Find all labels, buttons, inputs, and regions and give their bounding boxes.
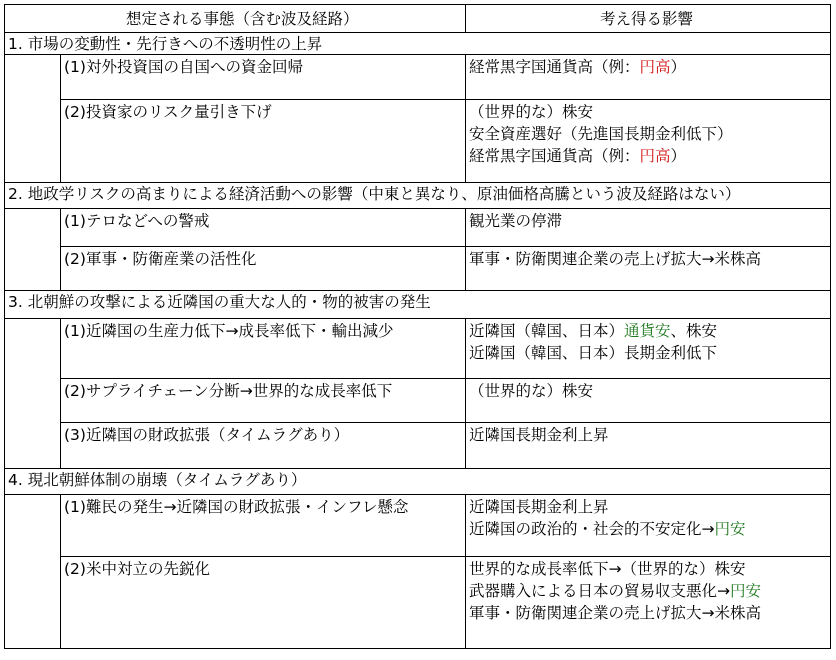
impact-line	[469, 146, 686, 166]
section-title: 4. 現北朝鮮体制の崩壊（タイムラグあり）	[8, 471, 307, 489]
impact-text: 安全資産選好（先進国長期金利低下）	[469, 125, 733, 143]
event-text: (2)米中対立の先鋭化	[64, 560, 210, 578]
row-divider	[465, 318, 466, 379]
impact-text: 軍事・防衛関連企業の売上げ拡大→米株高	[469, 250, 761, 268]
impact-text: 近隣国（韓国、日本）長期金利低下	[469, 344, 718, 362]
event-text: (1)対外投資国の自国への資金回帰	[64, 58, 303, 76]
row-bottom-border	[4, 648, 831, 649]
impact-line	[469, 102, 593, 122]
row-left-border	[60, 494, 61, 557]
impact-line	[469, 57, 686, 77]
impact-text: （世界的な）株安	[469, 382, 594, 400]
impact-text: 観光業の停滞	[469, 212, 563, 230]
row-divider	[465, 99, 466, 183]
row-left-border	[60, 318, 61, 379]
impact-text: 近隣国の政治的・社会的不安定化→	[469, 520, 715, 538]
impact-line	[469, 381, 593, 401]
row-bottom-border	[60, 246, 831, 247]
impact-text: 経常黒字国通貨高（例：	[469, 58, 640, 76]
table-right-border	[830, 4, 831, 649]
row-bottom-border	[60, 422, 831, 423]
impact-line	[469, 497, 609, 517]
event-text: (2)サプライチェーン分断→世界的な成長率低下	[64, 382, 393, 400]
impact-line	[469, 211, 562, 231]
highlight-text: 通貨安	[624, 322, 671, 340]
row-left-border	[60, 378, 61, 423]
impact-text: 近隣国（韓国、日本）	[469, 322, 625, 340]
header-bottom-border	[4, 32, 831, 33]
header-divider	[465, 4, 466, 33]
row-bottom-border	[4, 290, 831, 291]
row-divider	[465, 54, 466, 100]
section-title: 2. 地政学リスクの高まりによる経済活動への影響（中東と異なり、原油価格高騰という波及経路はない）	[8, 185, 741, 203]
section-title-bottom	[4, 208, 831, 209]
impact-text: 近隣国長期金利上昇	[469, 498, 609, 516]
impact-text: 世界的な成長率低下→（世界的な）株安	[469, 560, 746, 578]
impact-line	[469, 425, 609, 445]
row-left-border	[60, 246, 61, 291]
row-bottom-border	[4, 468, 831, 469]
row-bottom-border	[60, 99, 831, 100]
row-left-border	[60, 54, 61, 100]
impact-line	[469, 321, 717, 341]
event-text: (1)難民の発生→近隣国の財政拡張・インフレ懸念	[64, 498, 409, 516]
event-text: (3)近隣国の財政拡張（タイムラグあり）	[64, 426, 350, 444]
impact-text: 軍事・防衛関連企業の売上げ拡大→米株高	[469, 604, 761, 622]
row-bottom-border	[4, 182, 831, 183]
event-text: (2)投資家のリスク量引き下げ	[64, 103, 272, 121]
section-title-bottom	[4, 494, 831, 495]
impact-text: ）	[670, 147, 687, 165]
header-situation: 想定される事態（含む波及経路）	[126, 10, 359, 28]
impact-text: 経常黒字国通貨高（例：	[469, 147, 640, 165]
impact-line	[469, 581, 761, 601]
impact-line	[469, 249, 761, 269]
impact-line	[469, 519, 746, 539]
impact-line	[469, 603, 761, 623]
table-top-border	[4, 4, 831, 5]
row-divider	[465, 494, 466, 557]
row-left-border	[60, 99, 61, 183]
row-left-border	[60, 208, 61, 247]
event-text: (1)近隣国の生産力低下→成長率低下・輸出減少	[64, 322, 394, 340]
row-divider	[465, 422, 466, 469]
impact-text: （世界的な）株安	[469, 103, 594, 121]
section-title-bottom	[4, 318, 831, 319]
highlight-text: 円高	[639, 147, 671, 165]
impact-text: 、株安	[670, 322, 718, 340]
header-impact: 考え得る影響	[600, 10, 694, 28]
impact-text: 近隣国長期金利上昇	[469, 426, 609, 444]
row-left-border	[60, 556, 61, 649]
row-left-border	[60, 422, 61, 469]
event-text: (1)テロなどへの警戒	[64, 212, 210, 230]
impact-text: ）	[670, 58, 687, 76]
row-divider	[465, 246, 466, 291]
row-bottom-border	[60, 378, 831, 379]
highlight-text: 円安	[730, 582, 762, 600]
section-title: 1. 市場の変動性・先行きへの不透明性の上昇	[8, 35, 323, 53]
impact-line	[469, 343, 717, 363]
row-bottom-border	[60, 556, 831, 557]
impact-line	[469, 124, 733, 144]
highlight-text: 円安	[714, 520, 746, 538]
section-title: 3. 北朝鮮の攻撃による近隣国の重大な人的・物的被害の発生	[8, 293, 431, 311]
section-title-bottom	[4, 54, 831, 55]
highlight-text: 円高	[639, 58, 671, 76]
row-divider	[465, 208, 466, 247]
row-divider	[465, 556, 466, 649]
row-divider	[465, 378, 466, 423]
event-text: (2)軍事・防衛産業の活性化	[64, 250, 257, 268]
impact-text: 武器購入による日本の貿易収支悪化→	[469, 582, 730, 600]
table-left-border	[4, 4, 5, 649]
impact-line	[469, 559, 746, 579]
